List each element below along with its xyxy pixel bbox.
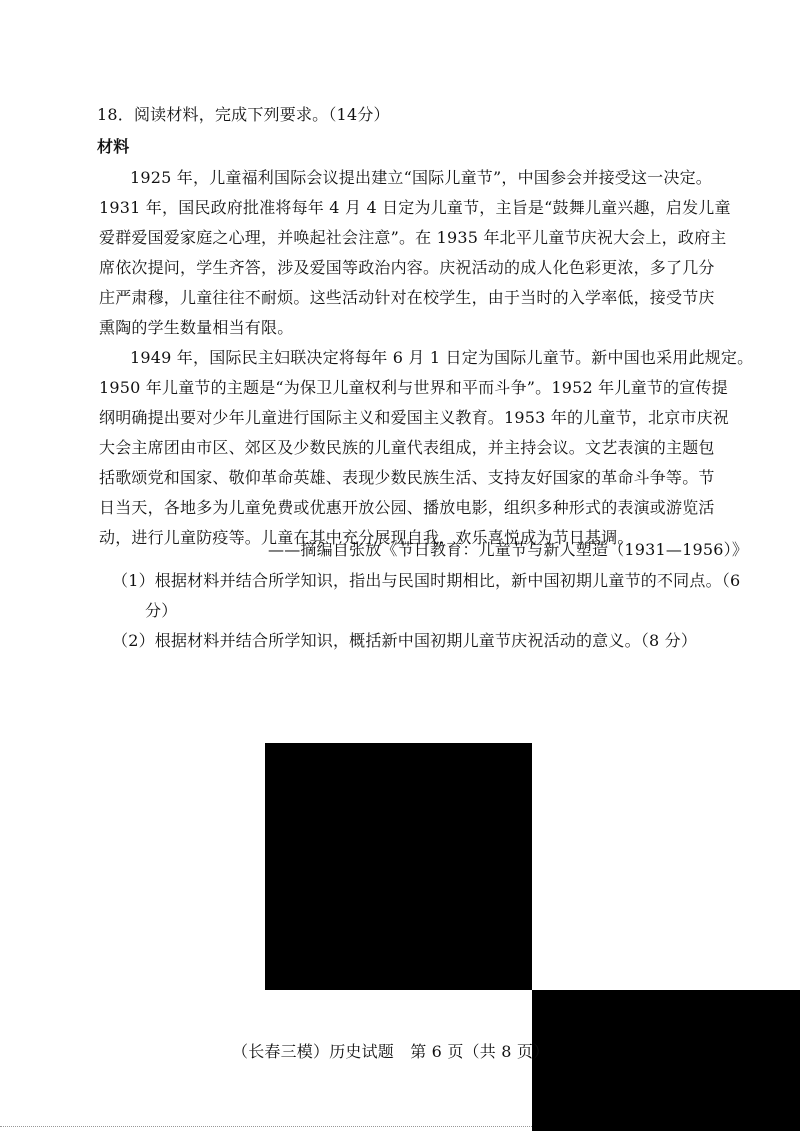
- sub-question-2: （2）根据材料并结合所学知识，概括新中国初期儿童节庆祝活动的意义。（8 分）: [112, 631, 698, 650]
- redaction-block: [532, 990, 800, 1131]
- paragraph2-line: 纲明确提出要对少年儿童进行国际主义和爱国主义教育。1953 年的儿童节，北京市庆祝: [99, 408, 730, 427]
- paragraph1-line: 爱群爱国爱家庭之心理，并唤起社会注意”。在 1935 年北平儿童节庆祝大会上，政府主: [99, 228, 727, 247]
- paragraph1-line: 席依次提问，学生齐答，涉及爱国等政治内容。庆祝活动的成人化色彩更浓，多了几分: [99, 258, 715, 277]
- paragraph2-line: 动，进行儿童防疫等。儿童在其中充分展现自我，欢乐喜悦成为节日基调。: [99, 528, 634, 547]
- sub-question-1-continued: 分）: [145, 601, 178, 620]
- material-label: 材料: [97, 137, 130, 156]
- redaction-block: [265, 743, 532, 990]
- page-footer: （长春三模）历史试题 第 6 页（共 8 页）: [232, 1042, 550, 1061]
- paragraph2-line: 日当天，各地多为儿童免费或优惠开放公园、播放电影，组织多种形式的表演或游览活: [99, 498, 715, 517]
- paragraph2-line: 1949 年，国际民主妇联决定将每年 6 月 1 日定为国际儿童节。新中国也采用此规定。: [130, 348, 754, 367]
- material-source: ——摘编自张放《节日教育：儿童节与新人塑造（1931—1956）》: [268, 540, 749, 559]
- paragraph2-line: 括歌颂党和国家、敬仰革命英雄、表现少数民族生活、支持友好国家的革命斗争等。节: [99, 468, 715, 487]
- divider: [0, 1126, 532, 1127]
- sub-question-1: （1）根据材料并结合所学知识，指出与民国时期相比，新中国初期儿童节的不同点。（6: [112, 571, 741, 590]
- paragraph1-line: 庄严肃穆，儿童往往不耐烦。这些活动针对在校学生，由于当时的入学率低，接受节庆: [99, 288, 715, 307]
- paragraph1-line: 熏陶的学生数量相当有限。: [99, 318, 294, 337]
- paragraph1-line: 1925 年，儿童福利国际会议提出建立“国际儿童节”，中国参会并接受这一决定。: [130, 168, 712, 187]
- paragraph2-line: 1950 年儿童节的主题是“为保卫儿童权利与世界和平而斗争”。1952 年儿童节的宣传提: [99, 378, 728, 397]
- question-title: 18．阅读材料，完成下列要求。（14分）: [97, 105, 390, 124]
- paragraph2-line: 大会主席团由市区、郊区及少数民族的儿童代表组成，并主持会议。文艺表演的主题包: [99, 438, 715, 457]
- paragraph1-line: 1931 年，国民政府批准将每年 4 月 4 日定为儿童节，主旨是“鼓舞儿童兴趣，启发儿童: [99, 198, 731, 217]
